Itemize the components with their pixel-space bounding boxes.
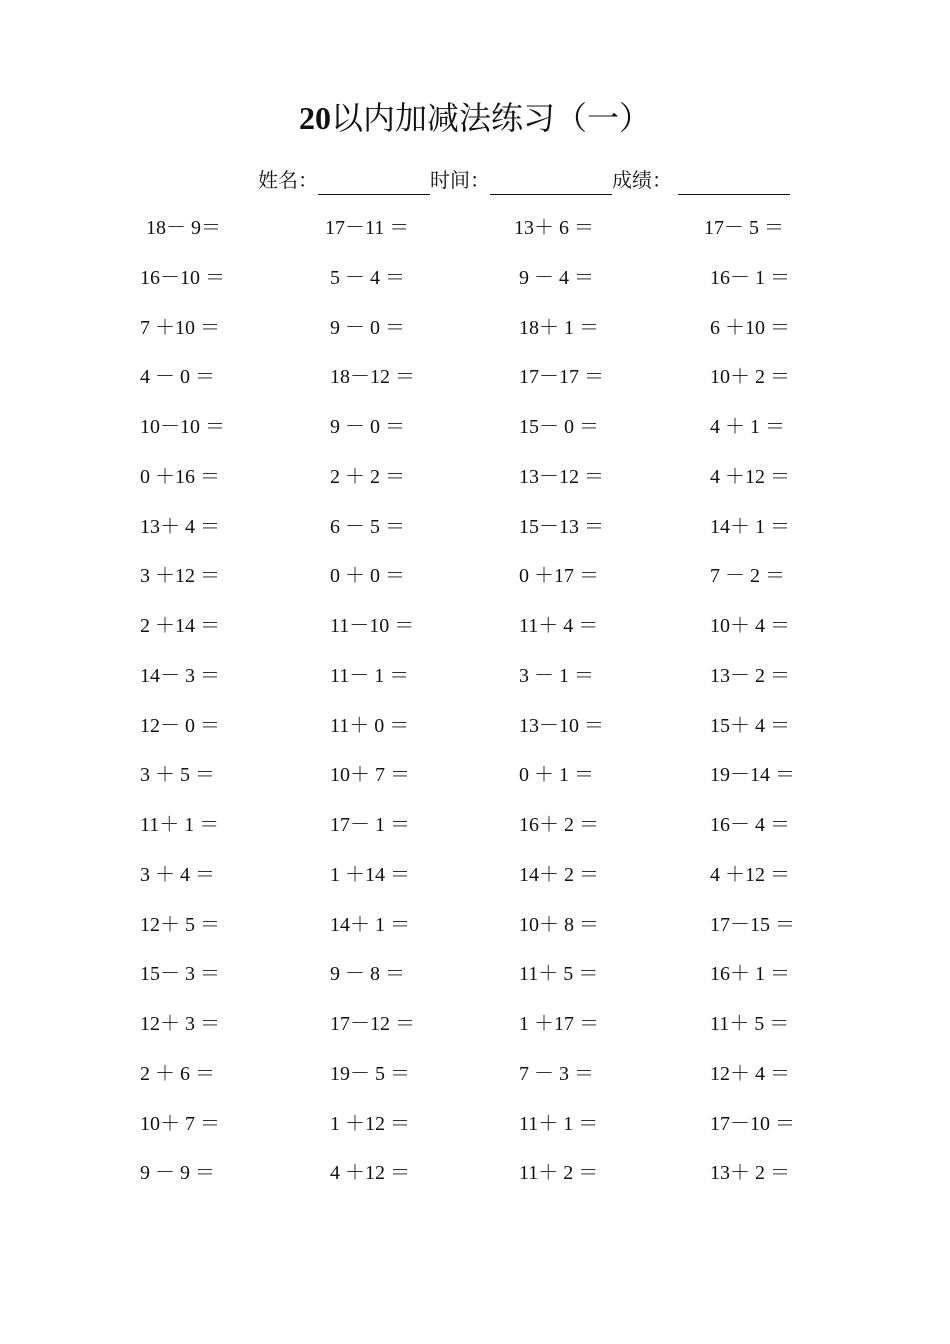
name-blank[interactable] [318,166,430,195]
problem-item: 10＋ 4 ＝ [710,615,790,637]
problem-item: 16－ 1 ＝ [710,266,790,289]
problem-item: 2 ＋ 6 ＝ [140,1062,215,1085]
problem-row [0,457,950,507]
problem-item: 17－11 ＝ [325,217,410,239]
problem-item: 17－12 ＝ [330,1013,415,1035]
score-blank[interactable] [678,166,790,195]
problem-item: 17－10 ＝ [710,1112,795,1135]
problem-item: 6 ＋10 ＝ [710,316,790,339]
problem-item: 10＋ 8 ＝ [519,913,599,936]
problem-item: 11－10 ＝ [330,615,415,637]
problem-item: 13－10 ＝ [519,714,604,737]
problem-item: 0 ＋16 ＝ [140,465,220,488]
problem-item: 7 － 3 ＝ [519,1062,594,1085]
page-title [0,96,950,140]
problem-item: 9 － 8 ＝ [330,963,405,986]
problem-item: 11－ 1 ＝ [330,664,410,687]
problem-row [0,805,950,855]
problem-item: 16＋ 2 ＝ [519,814,599,836]
problem-item: 2 ＋14 ＝ [140,615,220,637]
problem-item: 0 ＋ 1 ＝ [519,764,594,787]
problem-row [0,656,950,706]
problem-item: 17－17 ＝ [519,366,604,389]
problem-item: 18－12 ＝ [330,366,415,389]
problem-item: 4 ＋12 ＝ [710,465,790,488]
problem-item: 4 － 0 ＝ [140,366,215,389]
problem-item: 19－ 5 ＝ [330,1062,410,1085]
problem-item: 15＋ 4 ＝ [710,714,790,737]
problem-item: 3 ＋ 5 ＝ [140,764,215,787]
problem-item: 13＋ 4 ＝ [140,515,220,538]
problem-item: 18＋ 1 ＝ [519,316,599,339]
problem-item: 14＋ 2 ＝ [519,863,599,886]
problem-item: 12＋ 3 ＝ [140,1013,220,1035]
problem-item: 13－12 ＝ [519,465,604,488]
problem-item: 16－ 4 ＝ [710,814,790,836]
problem-item: 6 － 5 ＝ [330,515,405,538]
problem-item: 2 ＋ 2 ＝ [330,465,405,488]
problem-row [0,706,950,756]
problem-row [0,954,950,1004]
problem-row [0,1054,950,1104]
problem-item: 17－15 ＝ [710,913,795,936]
problem-item: 14＋ 1 ＝ [710,515,790,538]
problem-item: 10＋ 7 ＝ [140,1112,220,1135]
problem-item: 1 ＋12 ＝ [330,1112,410,1135]
problem-item: 0 ＋17 ＝ [519,565,599,588]
problem-item: 1 ＋17 ＝ [519,1013,599,1035]
score-label: 成绩： [612,170,672,192]
problem-item: 4 ＋ 1 ＝ [710,416,785,438]
problem-item: 18－ 9＝ [146,217,221,239]
problem-row [0,1004,950,1054]
problem-row [0,407,950,457]
problem-item: 11＋ 2 ＝ [519,1162,599,1185]
problem-row [0,1153,950,1203]
problem-item: 13＋ 6 ＝ [514,217,594,239]
problem-item: 17－ 1 ＝ [330,814,410,836]
problem-item: 15－ 3 ＝ [140,963,220,986]
title-number: 20 [298,100,331,136]
problem-row [0,1104,950,1154]
problem-item: 13－ 2 ＝ [710,664,790,687]
name-label: 姓名： [258,170,318,192]
problem-item: 7 － 2 ＝ [710,565,785,588]
problem-item: 15－ 0 ＝ [519,416,599,438]
problem-item: 9 － 0 ＝ [330,416,405,438]
problem-item: 9 － 0 ＝ [330,316,405,339]
problem-item: 1 ＋14 ＝ [330,863,410,886]
problem-item: 3 － 1 ＝ [519,664,594,687]
problem-row [0,308,950,358]
time-blank[interactable] [490,166,612,195]
problem-item: 11＋ 1 ＝ [519,1112,599,1135]
problem-row [0,606,950,656]
time-label: 时间： [430,170,490,192]
problem-item: 4 ＋12 ＝ [330,1162,410,1185]
problem-row [0,855,950,905]
problem-item: 12＋ 5 ＝ [140,913,220,936]
problem-item: 10－10 ＝ [140,416,225,438]
problem-item: 19－14 ＝ [710,764,795,787]
problem-item: 0 ＋ 0 ＝ [330,565,405,588]
problem-row [0,208,950,258]
problem-item: 16－10 ＝ [140,266,225,289]
problem-item: 9 － 9 ＝ [140,1162,215,1185]
problem-grid [0,208,950,1203]
problem-row [0,905,950,955]
problem-item: 5 － 4 ＝ [330,266,405,289]
problem-item: 3 ＋ 4 ＝ [140,863,215,886]
problem-row [0,507,950,557]
problem-item: 16＋ 1 ＝ [710,963,790,986]
problem-item: 3 ＋12 ＝ [140,565,220,588]
problem-item: 11＋ 1 ＝ [140,814,220,836]
problem-item: 15－13 ＝ [519,515,604,538]
problem-item: 11＋ 5 ＝ [710,1013,790,1035]
problem-item: 7 ＋10 ＝ [140,316,220,339]
problem-item: 11＋ 0 ＝ [330,714,410,737]
problem-item: 12＋ 4 ＝ [710,1062,790,1085]
title-text: 以内加减法练习（一） [330,100,651,136]
problem-item: 9 － 4 ＝ [519,266,594,289]
student-info-line [258,166,790,196]
problem-item: 10＋ 2 ＝ [710,366,790,389]
problem-row [0,258,950,308]
problem-item: 14－ 3 ＝ [140,664,220,687]
problem-item: 11＋ 4 ＝ [519,615,599,637]
problem-item: 10＋ 7 ＝ [330,764,410,787]
problem-row [0,755,950,805]
problem-item: 11＋ 5 ＝ [519,963,599,986]
problem-row [0,357,950,407]
problem-item: 12－ 0 ＝ [140,714,220,737]
problem-row [0,556,950,606]
problem-item: 14＋ 1 ＝ [330,913,410,936]
problem-item: 17－ 5 ＝ [704,217,784,239]
problem-item: 4 ＋12 ＝ [710,863,790,886]
problem-item: 13＋ 2 ＝ [710,1162,790,1185]
